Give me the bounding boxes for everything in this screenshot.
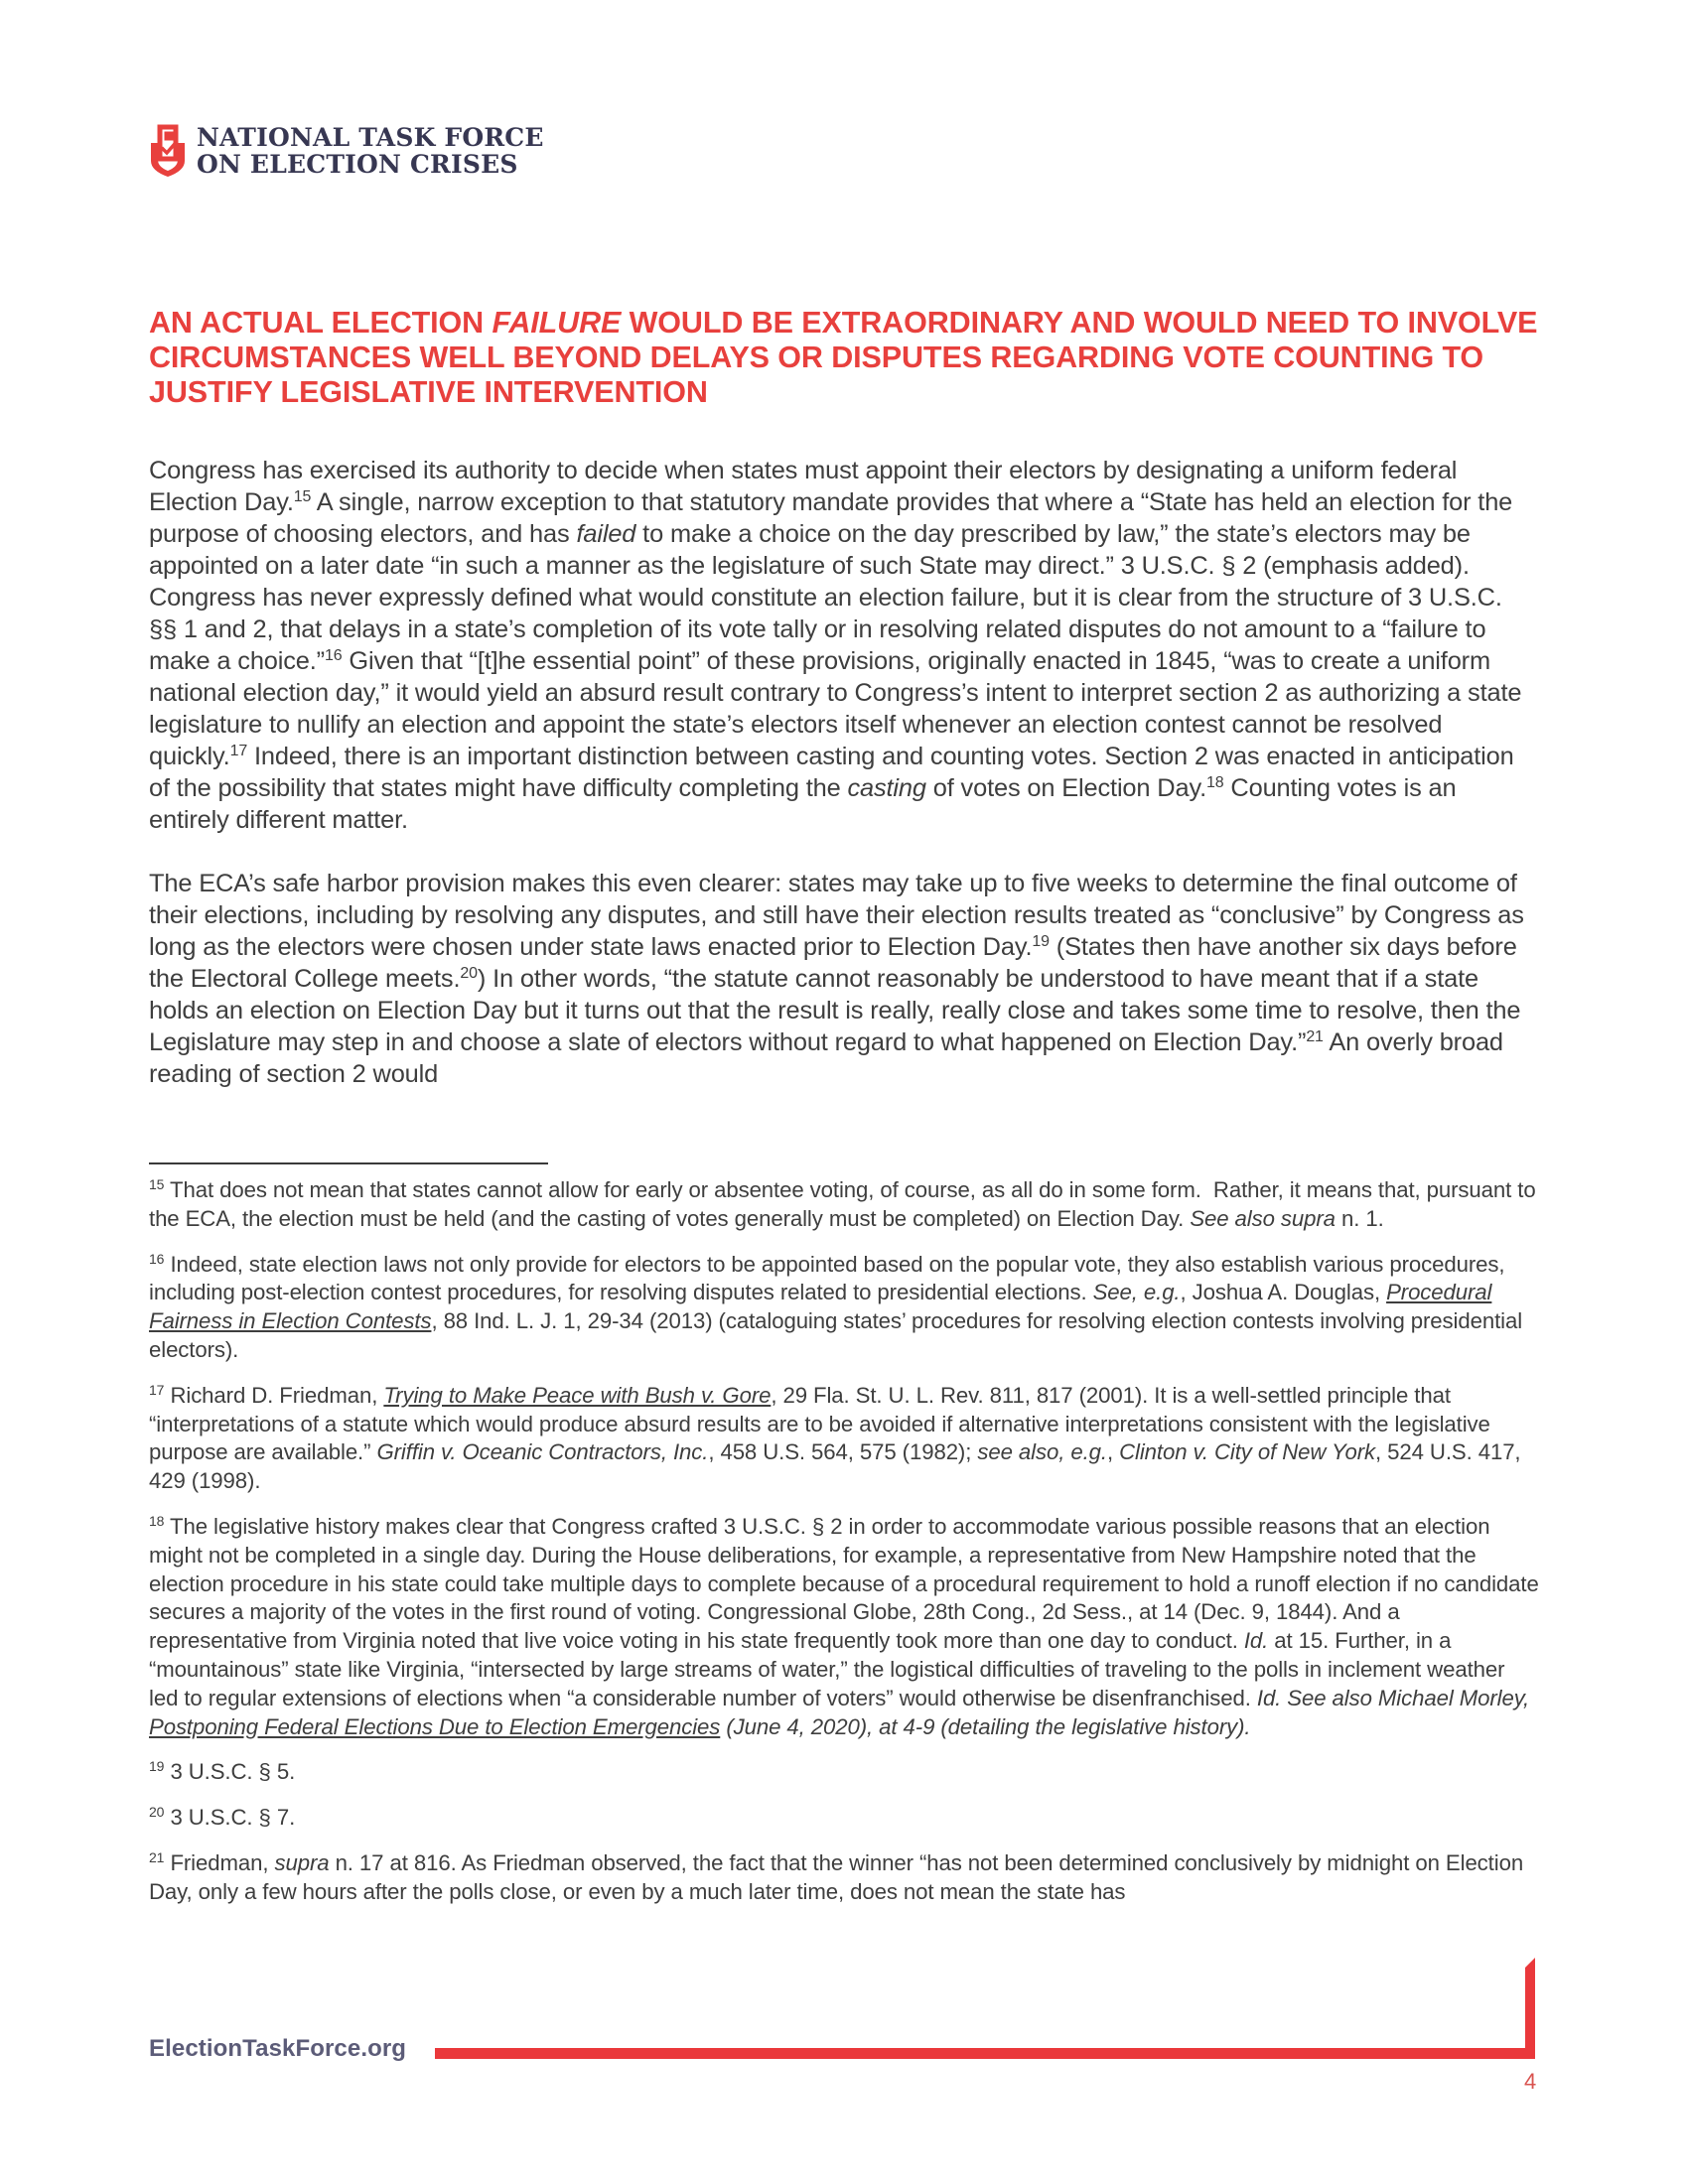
footnote-ref-18[interactable]: 18 [1206,774,1224,791]
emphasis: Id. See also Michael Morley, [1256,1685,1530,1710]
text-run: Indeed, there is an important distinction between casting and counting votes. Section 2 was enacted in anticipation of the possibility that states might have difficulty completing the [149,743,1514,802]
text-run: to make a choice on the day prescribed by law,” the state’s electors may be appointed on a later date “in such a manner as the legislature of such State may direct.” 3 U.S.C. § 2 (emphasis added). Congress has never expressly defined what would constitute an election failure, but it is clear from the structure of 3 U.S.C. §§ 1 and 2, that delays in a state’s completion of its vote tally or in resolving related disputes do not amount to a “failure to make a choice.” [149,520,1502,675]
footnote-15 [149,1176,1539,1234]
citation-link-postponing-federal-elections[interactable]: Postponing Federal Elections Due to Election Emergencies [149,1713,721,1739]
text-run: , 524 U.S. 417, 429 (1998). [149,1439,1521,1494]
footnote-number: 19 [149,1758,165,1775]
footnote-ref-15[interactable]: 15 [293,488,312,505]
text-run: Indeed, state election laws not only provide for electors to be appointed based on the popular vote, they also establish various procedures, including post-election contest procedures, for resolving disputes related to presidential elections. [149,1251,1505,1305]
footer-website-link[interactable]: ElectionTaskForce.org [149,2035,407,2062]
body-text [149,455,1531,1122]
footnote-number: 16 [149,1250,165,1267]
emphasis: See, e.g. [1092,1280,1181,1305]
heading-text-1: AN ACTUAL ELECTION [149,306,492,340]
text-run: , 458 U.S. 564, 575 (1982); [708,1439,978,1465]
footnote-number: 20 [149,1804,165,1821]
logo-line-2: ON ELECTION CRISES [197,150,518,179]
text-run: 3 U.S.C. § 7. [164,1805,296,1831]
emphasis: See also supra [1190,1205,1336,1231]
footnote-ref-19[interactable]: 19 [1032,933,1050,950]
text-run: An overly broad reading of section 2 would [149,1028,1503,1088]
footnote-16 [149,1251,1539,1365]
citation-link-procedural-fairness[interactable]: Procedural Fairness in Election Contests [149,1280,1492,1334]
page-number: 4 [1524,2069,1537,2094]
footnote-number: 17 [149,1381,165,1398]
organization-logo [147,123,544,179]
emphasis: casting [847,774,926,802]
text-run: Counting votes is an entirely different matter. [149,774,1457,834]
text-run: , [1106,1439,1120,1465]
text-run: Friedman, [164,1849,275,1875]
footnote-number: 18 [149,1512,165,1529]
text-run: The ECA’s safe harbor provision makes this even clearer: states may take up to five weeks to determine the final outcome of their elections, including by resolving any disputes, and still have their election results treated as “conclusive” by Congress as long as the electors were chosen under state laws enacted prior to Election Day. [149,870,1524,961]
text-run: , 88 Ind. L. J. 1, 29-34 (2013) (cataloguing states’ procedures for resolving election contests involving presidential electors). [149,1308,1523,1362]
text-run: 3 U.S.C. § 5. [164,1759,296,1785]
emphasis: (June 4, 2020), at 4-9 (detailing the legislative history). [720,1713,1251,1739]
text-run: n. 1. [1335,1205,1384,1231]
text-run: , Joshua A. Douglas, [1180,1280,1387,1305]
text-run: (States then have another six days before the Electoral College meets. [149,933,1517,993]
emphasis: supra [274,1849,330,1875]
text-run: of votes on Election Day. [925,774,1207,802]
paragraph-1 [149,455,1531,836]
footnote-ref-17[interactable]: 17 [229,743,248,759]
emphasis: Clinton v. City of New York [1119,1439,1375,1465]
footnote-ref-16[interactable]: 16 [324,647,343,664]
text-run: n. 17 at 816. As Friedman observed, the fact that the winner “has not been determined conclusively by midnight on Election Day, only a few hours after the polls close, or even by a much later time, does not mean the state has [149,1849,1524,1904]
footnote-19 [149,1758,1539,1787]
footnotes [149,1176,1539,1924]
footer-accent-bar [435,2048,1534,2059]
text-run: ) In other words, “the statute cannot reasonably be understood to have meant that if a state holds an election on Election Day but it turns out that the result is really, really close and takes some time to resolve, then the Legislature may step in and choose a slate of electors without regard to what happened on Election Day.” [149,965,1521,1056]
text-run: Richard D. Friedman, [164,1382,384,1408]
paragraph-2 [149,868,1531,1090]
section-heading [149,306,1539,410]
citation-link-bush-v-gore[interactable]: Trying to Make Peace with Bush v. Gore [383,1382,772,1408]
footnote-ref-21[interactable]: 21 [1306,1028,1324,1045]
emphasis: Id. [1243,1628,1269,1654]
shield-ballot-check-icon [147,123,189,179]
text-run: The legislative history makes clear that Congress crafted 3 U.S.C. § 2 in order to accommodate various possible reasons that an election might not be completed in a single day. During the House deliberations, for example, a representative from New Hampshire noted that the election procedure in his state could take multiple days to complete because of a procedural requirement to hold a runoff election if no candidate secures a majority of the votes in the first round of voting. Congressional Globe, 28th Cong., 2d Sess., at 14 (Dec. 9, 1844). And a representative from Virginia noted that live voice voting in his state frequently took more than one day to conduct. [149,1513,1539,1654]
footnote-18 [149,1513,1539,1741]
emphasis: see also, e.g. [977,1439,1107,1465]
logo-line-1: NATIONAL TASK FORCE [197,123,544,152]
text-run: That does not mean that states cannot allow for early or absentee voting, of course, as all do in some form. Rather, it means that, pursuant to the ECA, the election must be held (and the casting of votes generally must be completed) on Election Day. [149,1177,1536,1231]
footnote-20 [149,1804,1539,1833]
emphasis: failed [576,520,636,548]
footer-accent-bracket [1525,1958,1535,2059]
logo-wordmark [197,124,544,178]
footnote-separator [149,1162,548,1164]
text-run: , 29 Fla. St. U. L. Rev. 811, 817 (2001). It is a well-settled principle that “interpretations of a statute which would produce absurd results are to be avoided if alternative interpretations consistent with the legislative purpose are available.” [149,1382,1490,1465]
text-run: Given that “[t]he essential point” of these provisions, originally enacted in 1845, “was to create a uniform national election day,” it would yield an absurd result contrary to Congress’s intent to interpret section 2 as authorizing a state legislature to nullify an election and appoint the state’s electors itself whenever an election contest cannot be resolved quickly. [149,647,1522,770]
text-run: at 15. Further, in a “mountainous” state like Virginia, “intersected by large streams of water,” the logistical difficulties of traveling to the polls in inclement weather led to regular extensions of elections when “a considerable number of voters” would otherwise be disenfranchised. [149,1628,1505,1710]
footnote-number: 21 [149,1848,165,1865]
footnote-17 [149,1382,1539,1496]
footnote-ref-20[interactable]: 20 [460,965,478,982]
footnote-21 [149,1849,1539,1907]
heading-text-2: WOULD BE EXTRAORDINARY AND WOULD NEED TO INVOLVE CIRCUMSTANCES WELL BEYOND DELAYS OR DISPUTES REGARDING VOTE COUNTING TO JUSTIFY LEGISLATIVE INTERVENTION [149,306,1538,409]
emphasis: Griffin v. Oceanic Contractors, Inc. [376,1439,709,1465]
text-run: A single, narrow exception to that statutory mandate provides that where a “State has held an election for the purpose of choosing electors, and has [149,488,1513,548]
text-run: Congress has exercised its authority to decide when states must appoint their electors by designating a uniform federal Election Day. [149,457,1458,516]
footnote-number: 15 [149,1176,165,1192]
heading-emphasis: FAILURE [492,306,622,340]
